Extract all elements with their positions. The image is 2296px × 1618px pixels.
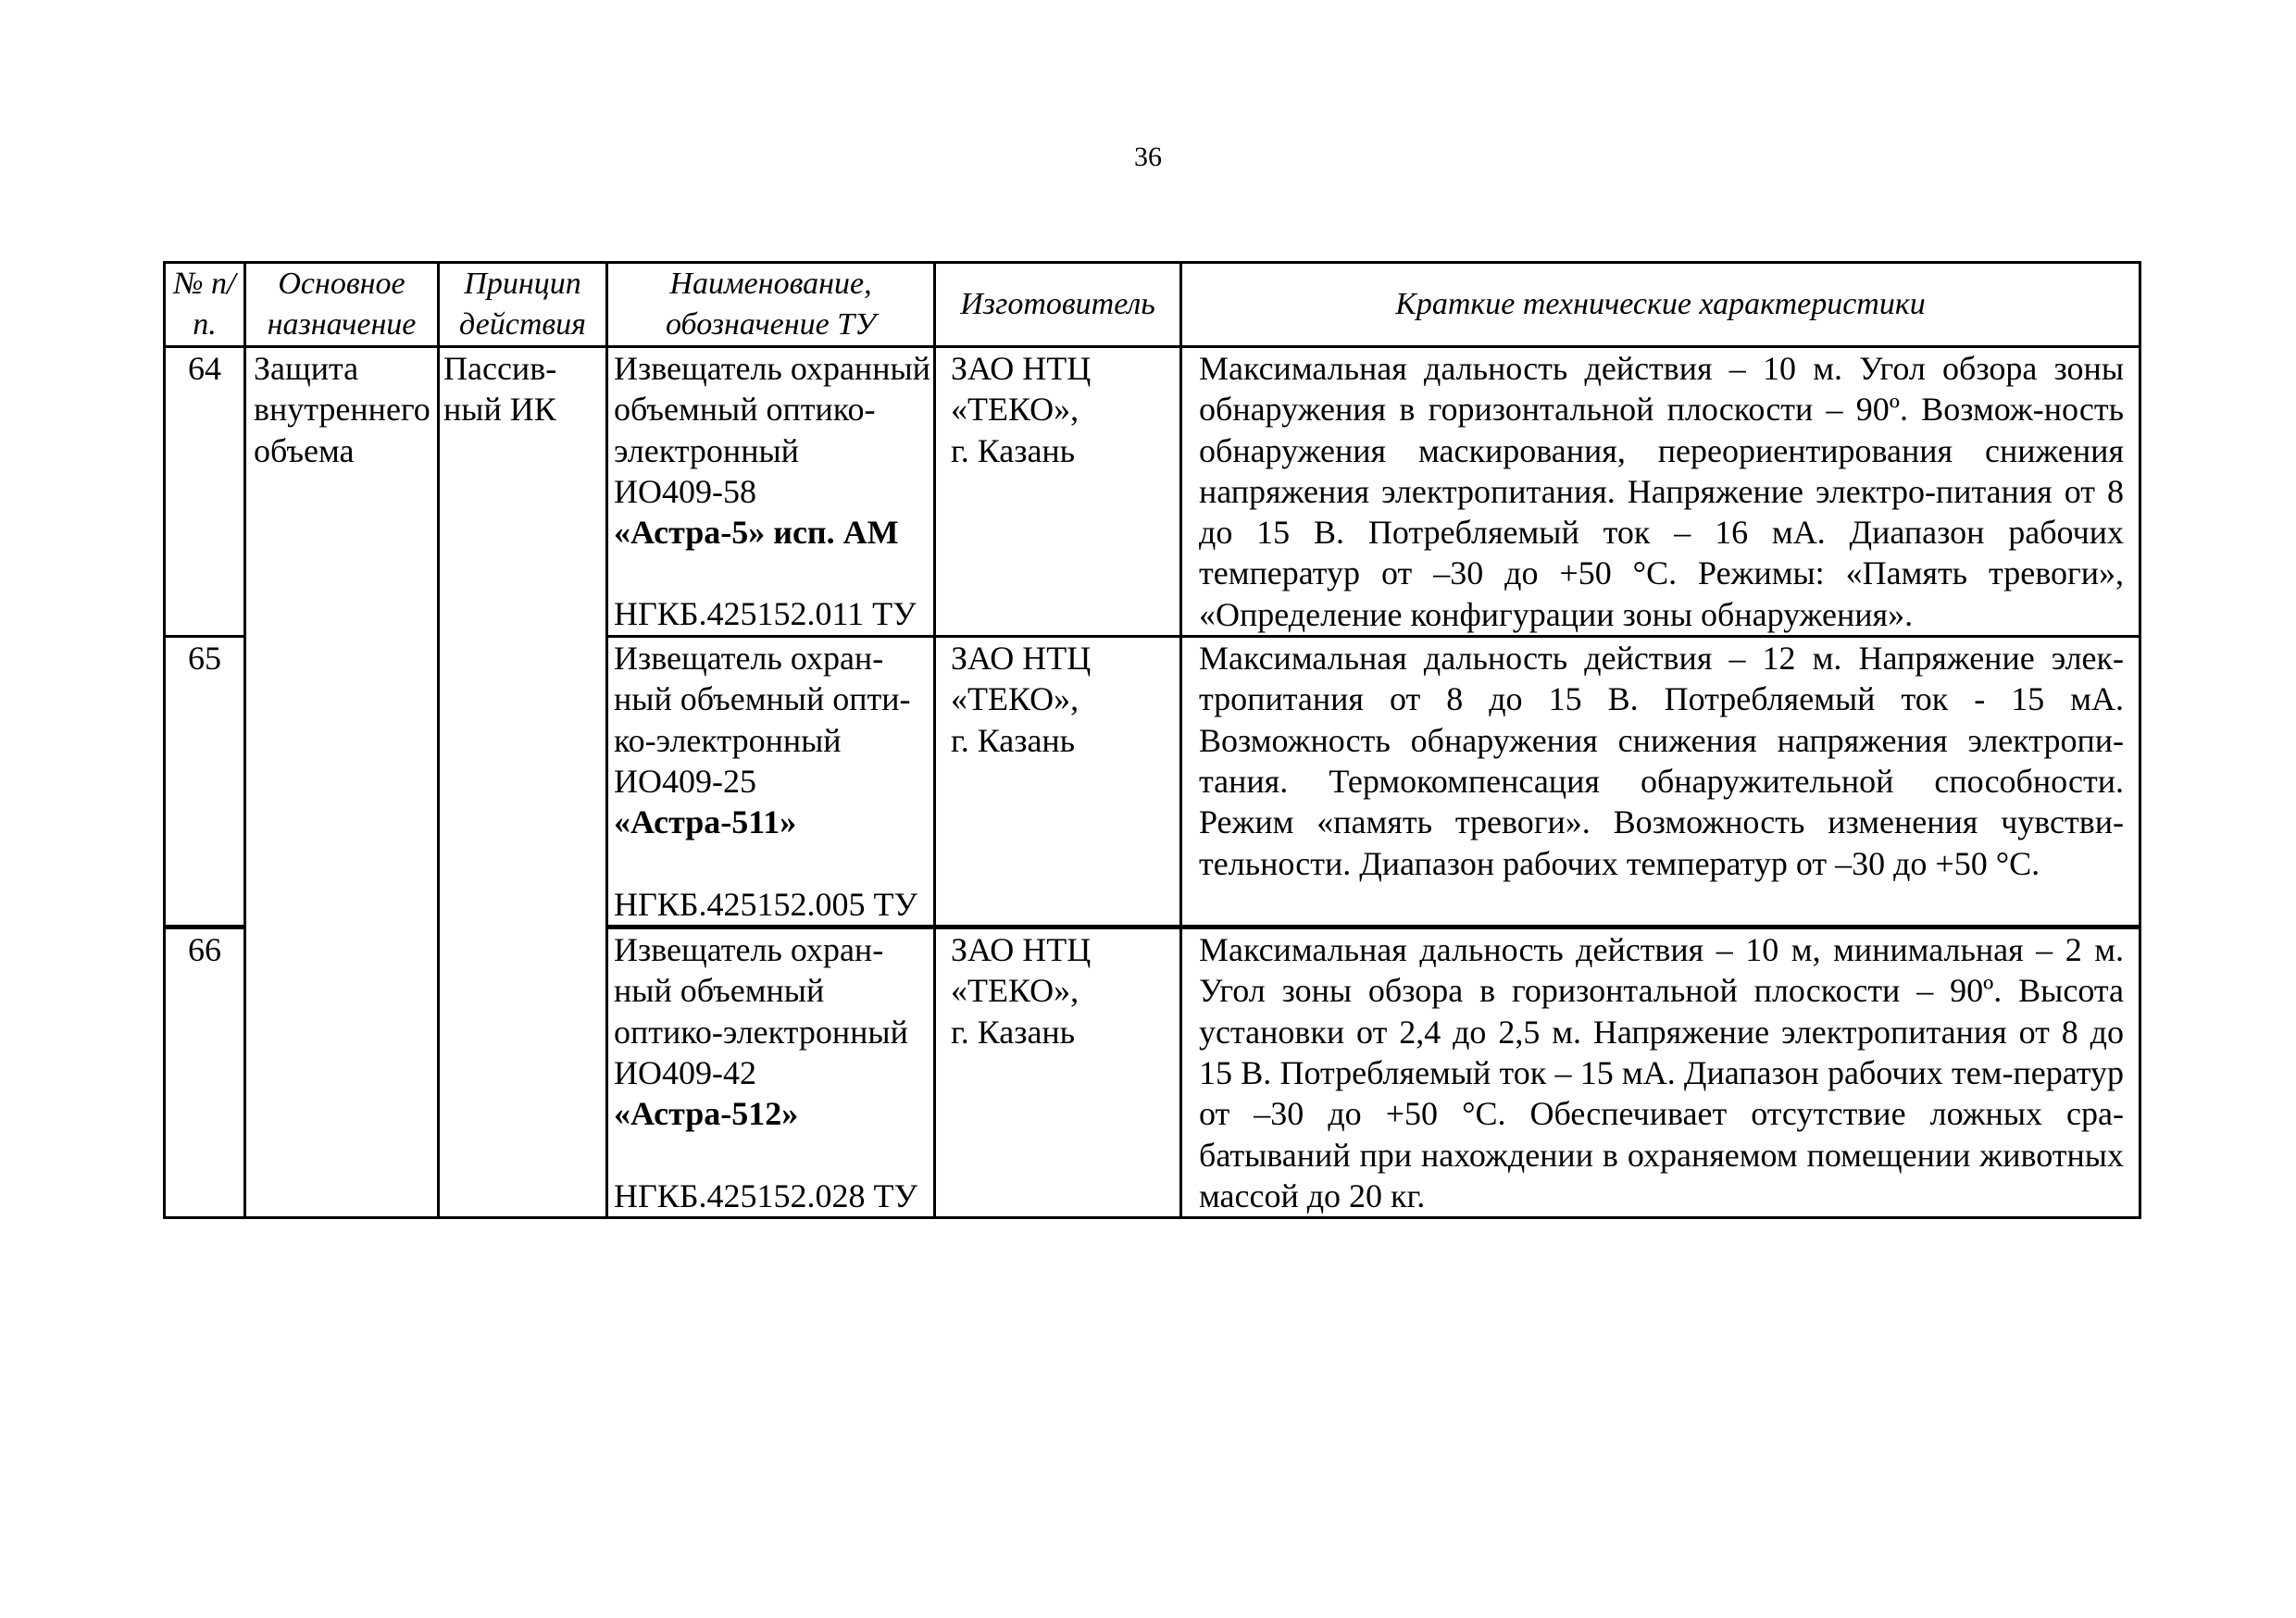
- maker-cell: [935, 927, 1181, 1218]
- device-name-line: оптико-электронный: [614, 1013, 908, 1051]
- table-header-row: [165, 263, 2140, 347]
- table-row: [165, 347, 2140, 637]
- device-model: «Астра-512»: [614, 1095, 799, 1133]
- device-code: ИО409-58: [614, 472, 756, 510]
- device-tu: НГКБ.425152.005 ТУ: [614, 885, 917, 923]
- header-principle: Принцип действия: [439, 263, 607, 347]
- specs-cell: Максимальная дальность действия – 10 м. Угол обзора зоны обнаружения в горизонтальной плоскости – 90º. Возмож-ность обнаружения маскирования, переориентирования снижения напряжения электропитания. Напряжение электро-питания от 8 до 15 В. Потребляемый ток – 16 мА. Диапазон рабочих температур от –30 до +50 °С. Режимы: «Память тревоги», «Определение конфигурации зоны обнаружения».: [1181, 347, 2140, 637]
- device-name-line: ный объемный опти-: [614, 680, 911, 718]
- maker-line: ЗАО НТЦ: [951, 350, 1092, 387]
- device-model: «Астра-511»: [614, 803, 797, 841]
- maker-city: г. Казань: [951, 1013, 1076, 1051]
- page-number: 36: [1134, 142, 1162, 172]
- device-name-cell: [607, 347, 935, 637]
- specifications-table: [163, 261, 2141, 1219]
- maker-city: г. Казань: [951, 721, 1076, 759]
- header-num: № п/п.: [165, 263, 245, 347]
- principle-cell: Пассив-ный ИК: [439, 347, 607, 1218]
- device-model: «Астра-5» исп. АМ: [614, 514, 899, 552]
- maker-line: «ТЕКО»,: [951, 972, 1079, 1010]
- device-name-line: ко-электронный: [614, 721, 842, 759]
- header-maker: Изготовитель: [935, 263, 1181, 347]
- purpose-cell: Защита внутреннего объема: [245, 347, 439, 1218]
- device-tu: НГКБ.425152.011 ТУ: [614, 595, 917, 633]
- header-purpose: Основное назначение: [245, 263, 439, 347]
- maker-line: «ТЕКО»,: [951, 680, 1079, 718]
- specs-cell: Максимальная дальность действия – 12 м. Напряжение элек-тропитания от 8 до 15 В. Потребляемый ток - 15 мА. Возможность обнаружения снижения напряжения электропи-тания. Термокомпенсация обнаружительной способности. Режим «память тревоги». Возможность изменения чувстви-тельности. Диапазон рабочих температур от –30 до +50 °С.: [1181, 637, 2140, 927]
- header-name: Наименование, обозначение ТУ: [607, 263, 935, 347]
- device-name-cell: [607, 927, 935, 1218]
- device-name-line: Извещатель охранный: [614, 350, 930, 387]
- device-name-line: Извещатель охран-: [614, 640, 884, 678]
- row-number: 64: [165, 347, 245, 637]
- maker-line: ЗАО НТЦ: [951, 640, 1092, 678]
- maker-line: ЗАО НТЦ: [951, 931, 1092, 969]
- header-specs: Краткие технические характеристики: [1181, 263, 2140, 347]
- maker-cell: [935, 347, 1181, 637]
- device-name-line: ный объемный: [614, 972, 825, 1010]
- device-name-line: Извещатель охран-: [614, 931, 884, 969]
- device-code: ИО409-42: [614, 1053, 756, 1091]
- maker-cell: [935, 637, 1181, 927]
- device-name-cell: [607, 637, 935, 927]
- device-tu: НГКБ.425152.028 ТУ: [614, 1176, 917, 1214]
- device-name-line: объемный оптико-: [614, 391, 876, 429]
- row-number: 65: [165, 637, 245, 927]
- device-code: ИО409-25: [614, 762, 756, 800]
- device-name-line: электронный: [614, 431, 799, 469]
- maker-line: «ТЕКО»,: [951, 391, 1079, 429]
- specs-cell: Максимальная дальность действия – 10 м, минимальная – 2 м. Угол зоны обзора в горизонтальной плоскости – 90º. Высота установки от 2,4 до 2,5 м. Напряжение электропитания от 8 до 15 В. Потребляемый ток – 15 мА. Диапазон рабочих тем-ператур от –30 до +50 °С. Обеспечивает отсутствие ложных сра-батываний при нахождении в охраняемом помещении животных массой до 20 кг.: [1181, 927, 2140, 1218]
- row-number: 66: [165, 927, 245, 1218]
- maker-city: г. Казань: [951, 431, 1076, 469]
